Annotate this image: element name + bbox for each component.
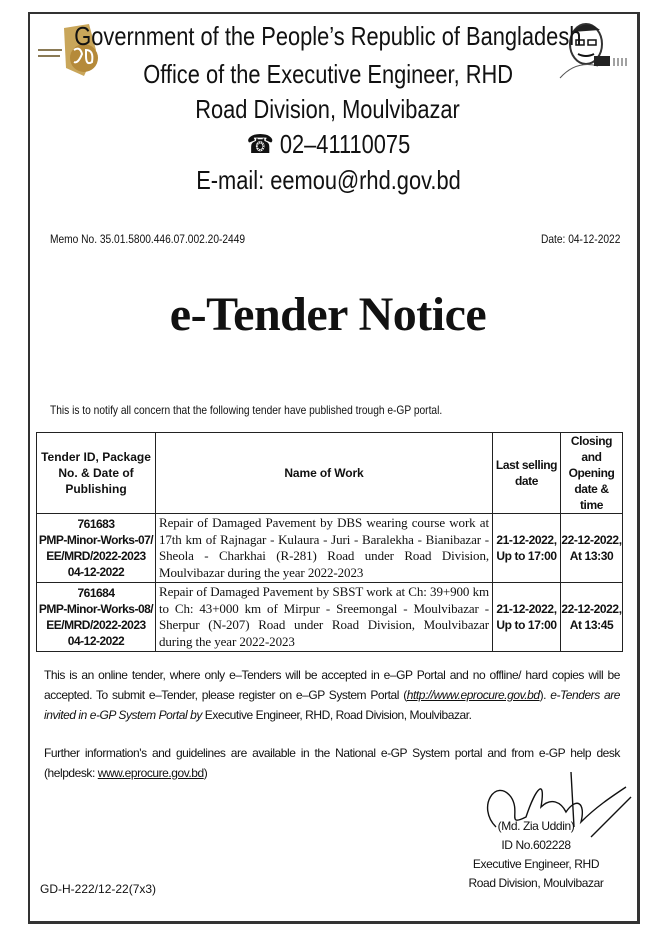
- memo-date: Date: 04-12-2022: [541, 232, 621, 246]
- notify-text: This is to notify all concern that the following tender have published trough e-GP portal.: [50, 403, 443, 417]
- last-selling-cell: 21-12-2022, Up to 17:00: [493, 583, 561, 652]
- signatory-designation: Executive Engineer, RHD: [472, 857, 600, 871]
- memo-number: Memo No. 35.01.5800.446.07.002.20-2449: [50, 232, 246, 246]
- signature: [476, 767, 636, 847]
- header-office: Office of the Executive Engineer, RHD: [143, 59, 513, 89]
- table-header-row: [37, 433, 623, 514]
- table-row: [37, 583, 623, 652]
- signatory-id: ID No.602228: [501, 838, 571, 852]
- header-government: Government of the People’s Republic of Bangladesh: [74, 21, 582, 51]
- eprocure-link[interactable]: http://www.eprocure.gov.bd: [406, 688, 540, 702]
- notice-title: e-Tender Notice: [169, 288, 487, 341]
- closing-cell: 22-12-2022, At 13:45: [561, 583, 623, 652]
- header-division: Road Division, Moulvibazar: [195, 94, 461, 124]
- online-tender-paragraph: This is an online tender, where only e–Tenders will be accepted in e–GP Portal and no offline/ hard copies will be accepted. To submit e–Tender, please register on e–GP System Portal (http://www.eprocure.gov.bd). e-Tenders are invited in e-GP System Portal by Executive Engineer, RHD, Road Division, Moulvibazar.: [44, 668, 620, 722]
- tender-table: [36, 432, 623, 652]
- closing-cell: 22-12-2022, At 13:30: [561, 514, 623, 583]
- publication-code: GD-H-222/12-22(7x3): [40, 882, 157, 896]
- document-border: [28, 12, 640, 924]
- signatory-office: Road Division, Moulvibazar: [468, 876, 604, 890]
- signature-block: [36, 783, 637, 913]
- header-last-selling: Last selling date: [493, 433, 561, 514]
- signatory-name: (Md. Zia Uddin): [497, 819, 575, 833]
- work-cell: Repair of Damaged Pavement by SBST work at Ch: 39+900 km to Ch: 43+000 km of Mirpur - Sreemongal - Moulvibazar - Sherpur (N-207) Road under Road Division, Moulvibazar during the year 2022-2023: [156, 583, 493, 652]
- header-email: E-mail: eemou@rhd.gov.bd: [195, 165, 461, 195]
- helpdesk-link[interactable]: www.eprocure.gov.bd: [97, 766, 204, 780]
- header-tender-id: Tender ID, Package No. & Date of Publishing: [37, 433, 156, 514]
- tender-id-cell: 761683 PMP-Minor-Works-07/EE/MRD/2022-2023 04-12-2022: [37, 514, 156, 583]
- header-name-of-work: Name of Work: [156, 433, 493, 514]
- last-selling-cell: 21-12-2022, Up to 17:00: [493, 514, 561, 583]
- tender-id-cell: 761684 PMP-Minor-Works-08/EE/MRD/2022-2023 04-12-2022: [37, 583, 156, 652]
- table-row: [37, 514, 623, 583]
- header-closing: Closing and Opening date & time: [561, 433, 623, 514]
- further-info-paragraph: Further information's and guidelines are available in the National e-GP System portal and from e-GP help desk (helpdesk: www.eprocure.gov.bd): [44, 746, 620, 780]
- header-phone: ☎ 02–41110075: [246, 129, 410, 159]
- work-cell: Repair of Damaged Pavement by DBS wearing course work at 17th km of Rajnagar - Kulaura - Juri - Baralekha - Bianibazar - Sheola - Charkhai (R-281) Road under Road Division, Moulvibazar during the year 2022-2023: [156, 514, 493, 583]
